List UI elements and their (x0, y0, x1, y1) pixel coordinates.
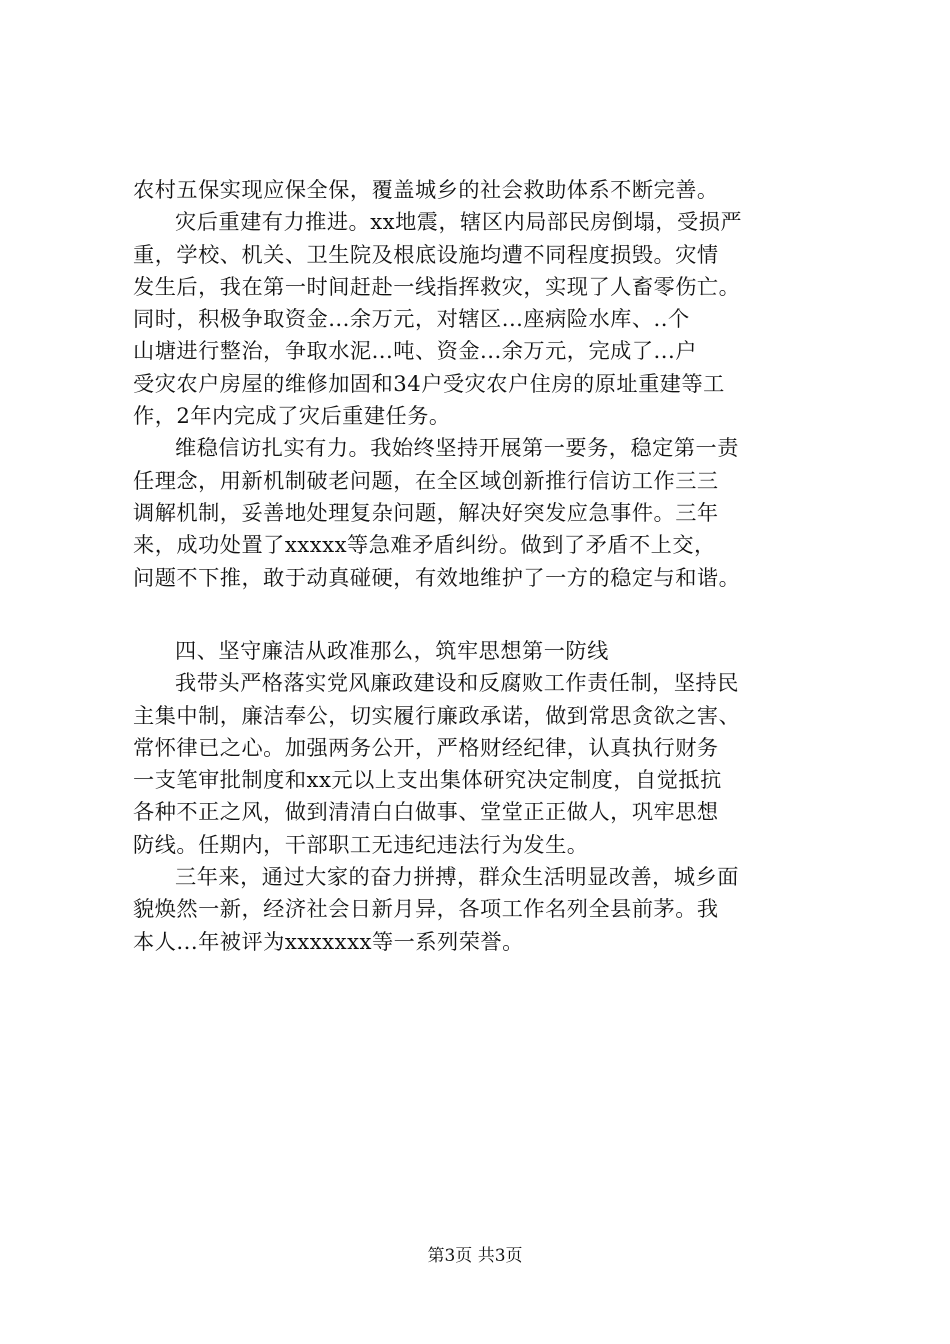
body-text-bottom (133, 635, 849, 958)
paragraph-line: 农村五保实现应保全保，覆盖城乡的社会救助体系不断完善。 (133, 177, 719, 202)
page-number-label: 第3页 共3页 (427, 1246, 523, 1266)
paragraph-line: 同时，积极争取资金...余万元，对辖区...座病险水库、..个 (133, 306, 690, 332)
paragraph-line: 灾后重建有力推进。xx地震，辖区内局部民房倒塌，受损严 (175, 209, 743, 235)
paragraph-line: 本人...年被评为xxxxxxx等一系列荣誉。 (133, 928, 524, 954)
paragraph-line: 主集中制，廉洁奉公，切实履行廉政承诺，做到常思贪欲之害、 (133, 702, 741, 728)
paragraph-line: 我带头严格落实党风廉政建设和反腐败工作责任制，坚持民 (175, 670, 739, 696)
paragraph-line: 来，成功处置了xxxxx等急难矛盾纠纷。做到了矛盾不上交， (133, 532, 716, 558)
paragraph-line: 重，学校、机关、卫生院及根底设施均遭不同程度损毁。灾情 (133, 241, 719, 267)
paragraph-line: 一支笔审批制度和xx元以上支出集体研究决定制度，自觉抵抗 (133, 767, 722, 793)
section-heading: 四、坚守廉洁从政准那么，筑牢思想第一防线 (175, 638, 609, 663)
paragraph-line: 任理念，用新机制破老问题，在全区域创新推行信访工作三三 (133, 467, 719, 493)
page-footer (0, 1244, 950, 1268)
paragraph-line: 受灾农户房屋的维修加固和34户受灾农户住房的原址重建等工 (133, 370, 725, 396)
paragraph-line: 作，2年内完成了灾后重建任务。 (133, 403, 451, 429)
paragraph-line: 各种不正之风，做到清清白白做事、堂堂正正做人，巩牢思想 (133, 799, 719, 825)
paragraph-line: 三年来，通过大家的奋力拼搏，群众生活明显改善，城乡面 (175, 864, 739, 890)
paragraph-line: 发生后，我在第一时间赶赴一线指挥救灾，实现了人畜零伤亡。 (133, 273, 741, 299)
paragraph-line: 常怀律已之心。加强两务公开，严格财经纪律，认真执行财务 (133, 734, 719, 760)
paragraph-line: 防线。任期内，干部职工无违纪违法行为发生。 (133, 831, 589, 857)
paragraph-line: 问题不下推，敢于动真碰硬，有效地维护了一方的稳定与和谐。 (133, 564, 741, 590)
paragraph-line: 维稳信访扎实有力。我始终坚持开展第一要务，稳定第一责 (175, 435, 739, 461)
paragraph-line: 调解机制，妥善地处理复杂问题，解决好突发应急事件。三年 (133, 499, 719, 525)
body-text-top (133, 174, 849, 594)
paragraph-line: 貌焕然一新，经济社会日新月异，各项工作名列全县前茅。我 (133, 896, 719, 922)
paragraph-line: 山塘进行整治，争取水泥...吨、资金...余万元，完成了...户 (133, 338, 697, 364)
